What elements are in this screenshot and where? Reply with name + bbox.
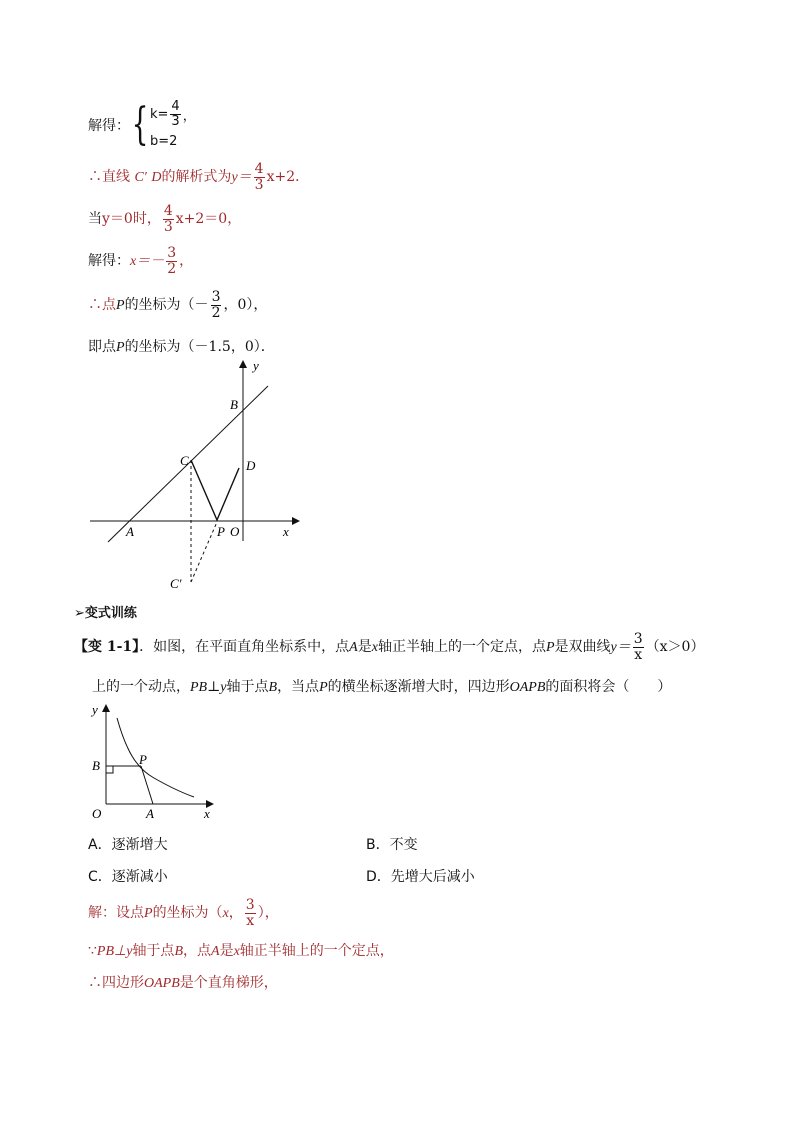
k-lhs: k= <box>150 106 169 122</box>
problem-num: 3 <box>633 631 643 647</box>
fig2-label-a: A <box>146 806 154 821</box>
section-title-text: 变式训练 <box>84 606 137 621</box>
line2-tail: x+2＝0， <box>175 211 242 228</box>
sol2-pb: PB⊥y <box>96 944 133 959</box>
fig1-label-x: x <box>283 524 289 539</box>
line1-den: 3 <box>254 176 264 193</box>
sol2-t4: 轴正半轴上的一个定点， <box>239 943 394 959</box>
problem-cond: （x＞0） <box>645 639 705 656</box>
line-equation <box>88 162 309 192</box>
problem-y: y＝ <box>610 640 631 656</box>
problem-l2c: ，当点 <box>277 679 320 695</box>
line1-num: 4 <box>254 161 264 177</box>
fig2-label-x: x <box>204 806 210 821</box>
fig1-label-a: A <box>126 524 134 539</box>
problem-oapb: OAPB <box>509 680 546 695</box>
sol2-b: B <box>174 944 183 959</box>
line4-mid: 的坐标为（－ <box>124 297 209 314</box>
sol1-comma: ， <box>228 905 243 922</box>
sol1-prefix: 解：设点 <box>88 905 144 922</box>
sol3-prefix: ∴四边形 <box>88 975 144 991</box>
sol2-a: A <box>211 944 220 959</box>
sol1-num: 3 <box>245 897 255 913</box>
line1-tail: x+2． <box>266 169 310 186</box>
option-c[interactable]: C．逐渐减小 <box>88 869 168 885</box>
line4-p: P <box>116 298 125 314</box>
fig2-y-arrow <box>102 704 110 712</box>
fig1-label-d: D <box>246 458 256 473</box>
problem-perp: ⊥ <box>207 679 221 695</box>
line5-prefix: 即点 <box>88 339 116 355</box>
fig1-x-arrow <box>292 517 300 525</box>
line1-y: y＝ <box>231 170 252 186</box>
section-arrow-icon: ➢ <box>74 606 85 621</box>
line5-tail: 的坐标为（－1.5，0）． <box>124 339 275 355</box>
sol2-t3: 是 <box>219 943 234 959</box>
fig1-label-o: O <box>230 524 240 539</box>
k-den: 3 <box>171 113 180 129</box>
point-d: D <box>151 170 162 186</box>
line3-var: x＝－ <box>130 254 165 270</box>
sol2-x: x <box>233 944 240 959</box>
line-solve-x <box>88 246 193 276</box>
figure-coordinate-2 <box>84 698 224 826</box>
problem-a: A <box>349 640 358 656</box>
point-c-prime: C′ <box>134 170 147 186</box>
problem-text3: 轴正半轴上的一个定点，点 <box>377 639 546 656</box>
solution-line-3 <box>88 972 278 992</box>
line-when-y0 <box>88 204 241 234</box>
line-p-decimal <box>88 336 275 356</box>
sol1-p: P <box>144 906 153 922</box>
problem-tag: 【变 1-1】 <box>74 639 140 656</box>
sol3-oapb: OAPB <box>144 976 180 991</box>
line1-prefix: ∴直线 <box>88 169 130 186</box>
option-b[interactable]: B．不变 <box>366 837 418 853</box>
sol1-den: x <box>246 912 255 929</box>
sol1-x: x <box>222 906 229 922</box>
line4-num: 3 <box>211 289 221 305</box>
fig2-label-o: O <box>92 806 102 821</box>
problem-line-1 <box>74 632 704 662</box>
line3-tail: ， <box>179 253 194 270</box>
fig2-segment-pa <box>141 766 153 804</box>
sol2-t1: 轴于点 <box>132 943 175 959</box>
fig2-label-b: B <box>92 758 100 773</box>
problem-l2b: 轴于点 <box>226 679 269 695</box>
problem-text2: 是 <box>357 639 372 656</box>
fig2-label-y: y <box>92 702 98 717</box>
fig1-label-b: B <box>230 397 238 412</box>
sol2-because: ∵ <box>88 943 97 959</box>
k-tail: ， <box>182 108 196 124</box>
fig1-label-c-prime: C′ <box>170 576 182 591</box>
line4-den: 2 <box>211 304 221 321</box>
fig1-path-cpd <box>191 460 239 520</box>
fig1-label-y: y <box>253 358 259 373</box>
problem-l2e: 的面积将会（ ） <box>545 679 672 695</box>
sol1-mid: 的坐标为（ <box>152 905 223 922</box>
option-d[interactable]: D．先增大后减小 <box>366 869 475 885</box>
solution-line-1 <box>88 898 279 928</box>
line2-den: 3 <box>163 218 173 235</box>
k-num: 4 <box>171 99 180 114</box>
fig2-label-p: P <box>139 752 147 767</box>
section-title <box>74 602 137 621</box>
fig1-y-arrow <box>239 360 247 368</box>
line3-num: 3 <box>167 245 177 261</box>
solution-system <box>88 100 196 149</box>
line3-den: 2 <box>167 260 177 277</box>
problem-p: P <box>545 640 555 656</box>
solution-line-2 <box>88 940 394 960</box>
problem-line-2 <box>92 676 671 696</box>
line1-mid: 的解析式为 <box>161 169 232 186</box>
problem-p2: P <box>319 680 328 695</box>
left-brace: { <box>131 98 149 150</box>
fig1-label-c: C <box>180 453 189 468</box>
fig1-label-p: P <box>217 524 225 539</box>
fig1-dash-cp <box>191 522 217 582</box>
fig2-right-angle <box>106 766 113 773</box>
sol2-t2: ，点 <box>183 943 211 959</box>
option-a[interactable]: A．逐渐增大 <box>88 837 168 853</box>
line-p-coord <box>88 290 267 320</box>
line4-tail: ，0）， <box>223 297 268 314</box>
sol1-tail: ）， <box>257 905 279 922</box>
problem-l2d: 的横坐标逐渐增大时，四边形 <box>327 679 510 695</box>
line2-prefix: 当 <box>88 211 102 228</box>
figure-coordinate-1 <box>80 356 310 596</box>
problem-text1: ．如图，在平面直角坐标系中，点 <box>139 639 350 656</box>
line5-p: P <box>116 340 125 355</box>
line2-num: 4 <box>163 203 173 219</box>
problem-y-axis: y <box>220 680 227 695</box>
problem-x: x <box>371 640 378 656</box>
fig2-hyperbola <box>117 718 194 797</box>
problem-l2a: 上的一个动点， <box>92 679 190 695</box>
problem-text4: 是双曲线 <box>554 639 611 656</box>
sol3-tail: 是个直角梯形， <box>179 975 278 991</box>
problem-den: x <box>634 646 643 663</box>
line4-prefix: ∴点 <box>88 297 116 314</box>
solve-label: 解得： <box>88 117 130 134</box>
problem-pb: PB <box>190 680 208 695</box>
line3-prefix: 解得： <box>88 253 130 270</box>
b-row: b=2 <box>150 134 178 150</box>
line2-cond: y＝0时， <box>102 211 161 228</box>
problem-b: B <box>268 680 278 695</box>
